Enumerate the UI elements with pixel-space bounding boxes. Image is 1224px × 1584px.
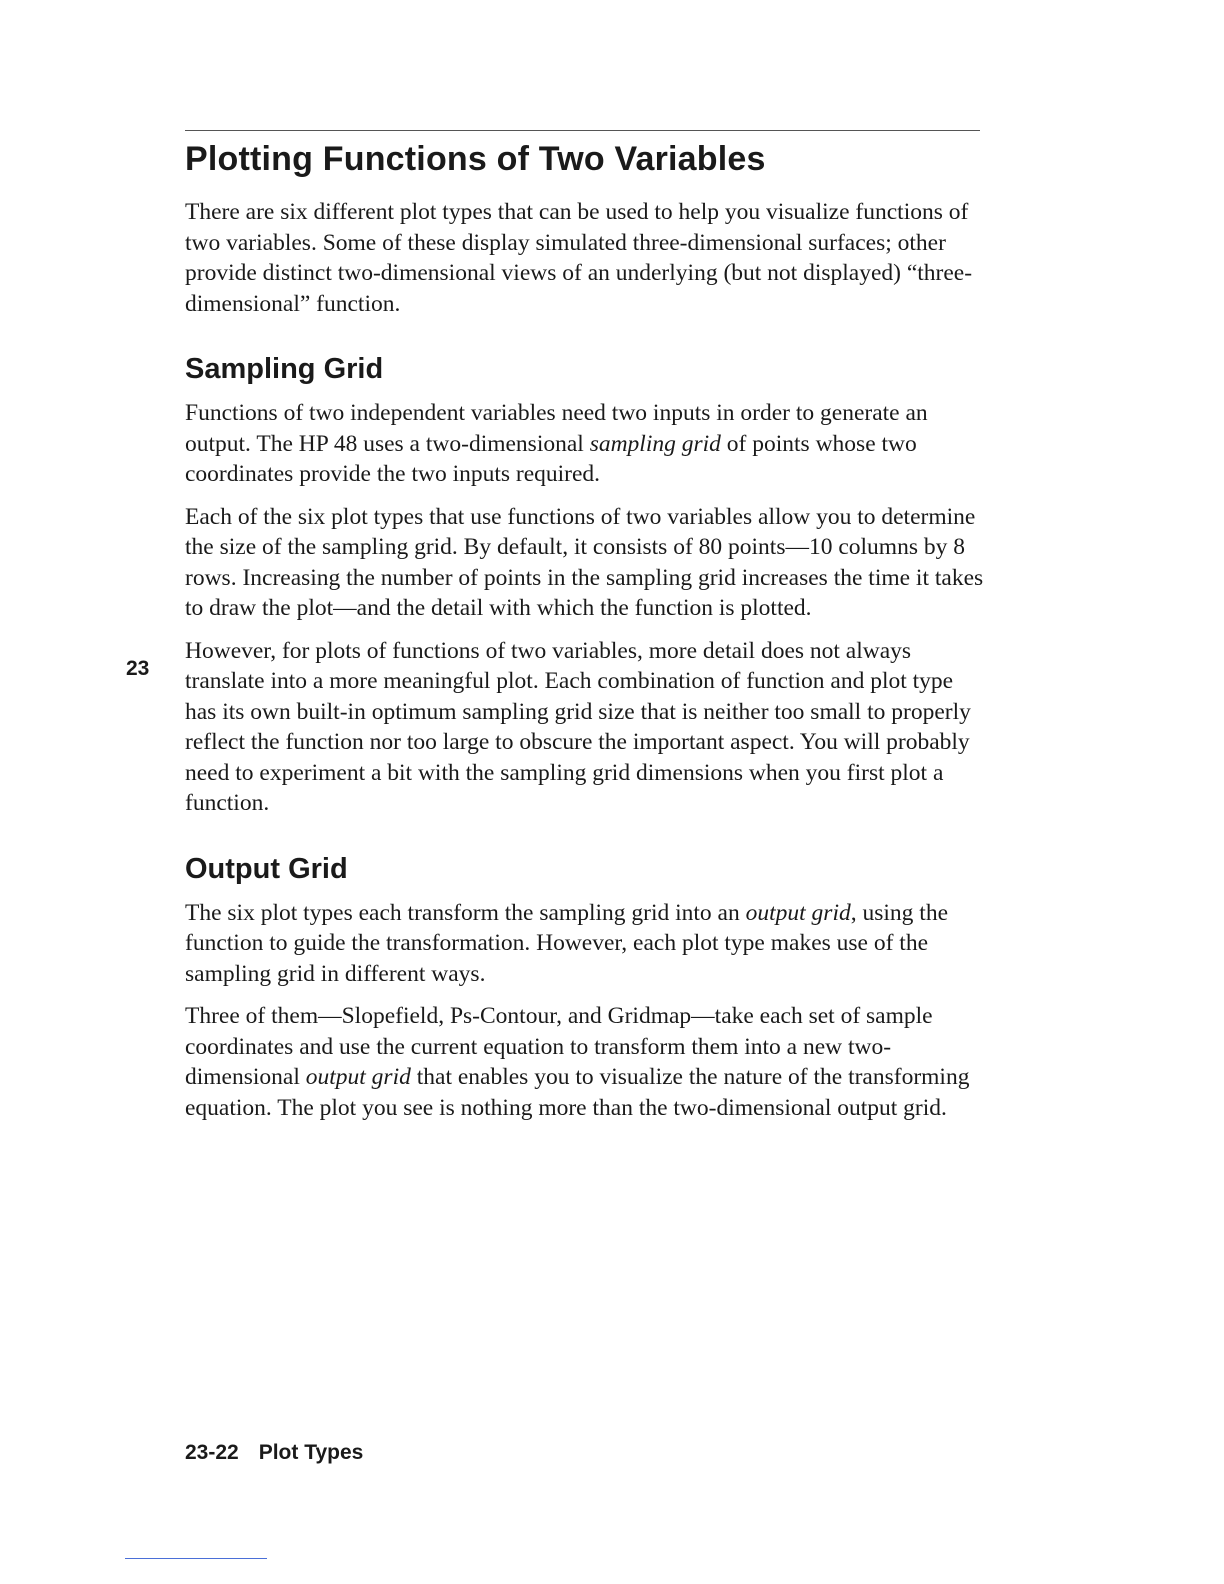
sampling-grid-section — [185, 353, 985, 819]
output-p1-text-b: , using the function to guide the transformation. However, each plot type makes use of the sampling grid in different ways. — [185, 899, 948, 987]
sampling-paragraph-3: However, for plots of functions of two variables, more detail does not always translate into a more meaningful plot. Each combination of function and plot type has its own built-in optimum sampling grid size that is neither too small to properly reflect the function nor too large to obscure the important aspect. You will probably need to experiment a bit with the sampling grid dimensions when you first plot a function. — [185, 637, 971, 816]
output-grid-term: output grid — [745, 899, 851, 926]
output-grid-section — [185, 853, 985, 1124]
page-content — [185, 140, 985, 1135]
page-title: Plotting Functions of Two Variables — [185, 140, 766, 178]
output-paragraph-1 — [185, 898, 985, 990]
sampling-p1-text-a: Functions of two independent variables need two inputs in order to generate an output. The HP 48 uses a two-dimensional — [185, 400, 928, 457]
output-p2-text-b: that enables you to visualize the nature of the transforming equation. The plot you see is nothing more than the two-dimensional output grid. — [185, 1064, 970, 1121]
output-grid-heading: Output Grid — [185, 852, 348, 885]
bottom-rule — [125, 1558, 267, 1559]
page-footer — [185, 1441, 363, 1465]
sampling-p1-text-b: of points whose two coordinates provide the two inputs required. — [185, 430, 917, 487]
output-p2-text-a: Three of them—Slopefield, Ps-Contour, and Gridmap—take each set of sample coordinates and use the current equation to transform them into a new two-dimensional — [185, 1003, 933, 1090]
top-rule — [185, 130, 980, 131]
chapter-tab-number: 23 — [126, 657, 150, 680]
output-p1-text-a: The six plot types each transform the sampling grid into an — [185, 899, 746, 926]
intro-paragraph: There are six different plot types that can be used to help you visualize functions of two variables. Some of these display simulated three-dimensional surfaces; other provide distinct two-dimensional views of an underlying (but not displayed) “three-dimensional” function. — [185, 199, 973, 317]
output-paragraph-2 — [185, 1001, 985, 1123]
sampling-paragraph-1 — [185, 398, 985, 490]
output-grid-term-2: output grid — [305, 1064, 411, 1090]
sampling-paragraph-2: Each of the six plot types that use functions of two variables allow you to determine the size of the sampling grid. By default, it consists of 80 points—10 columns by 8 rows. Increasing the number of points in the sampling grid increases the time it takes to draw the plot—and the detail with which the function is plotted. — [185, 503, 984, 621]
sampling-grid-heading: Sampling Grid — [185, 353, 384, 385]
sampling-grid-term: sampling grid — [589, 430, 721, 457]
footer-page-number: 23-22 — [185, 1441, 239, 1464]
footer-section-title: Plot Types — [258, 1441, 364, 1464]
